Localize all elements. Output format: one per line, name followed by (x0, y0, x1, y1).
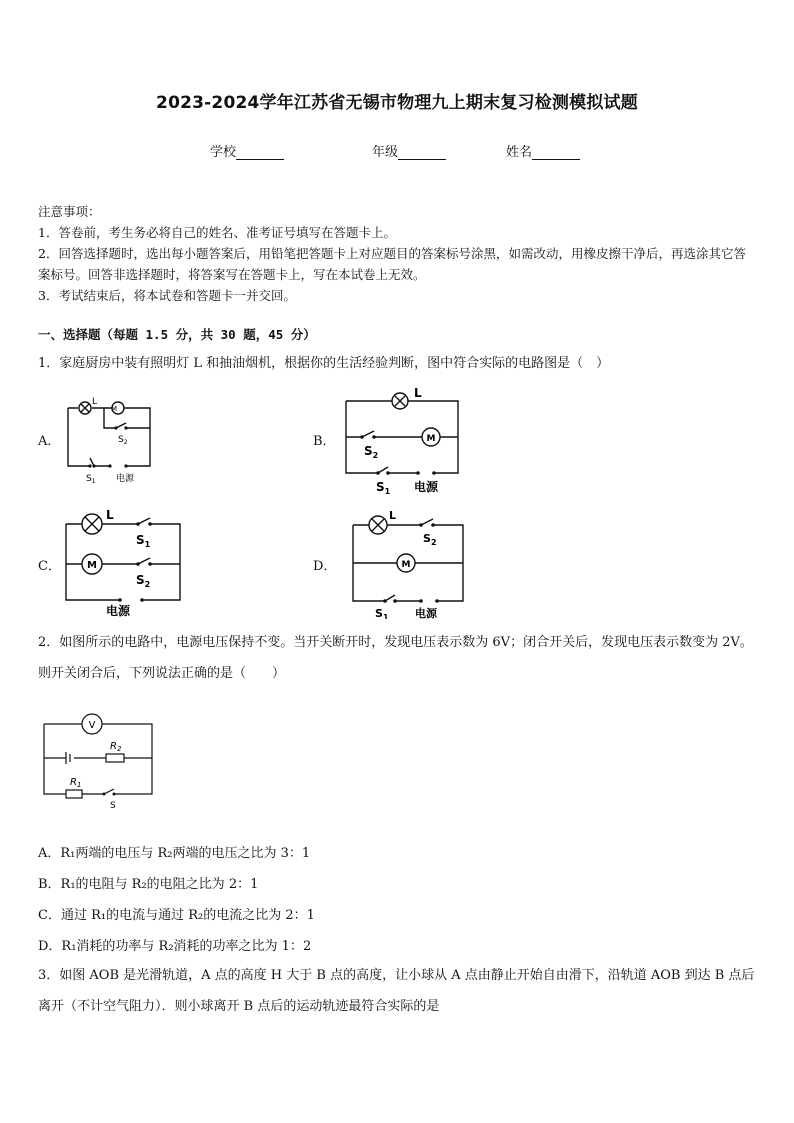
motor-label: M (426, 434, 436, 444)
motor-label: M (87, 560, 97, 571)
q2-option-c: C．通过 R₁的电流与通过 R₂的电流之比为 2：1 (38, 908, 315, 923)
s1-label: $S_1$ (86, 474, 96, 485)
power-label: 电源 (116, 474, 135, 484)
power-label: 电源 (414, 480, 439, 494)
question-1-stem: 1．家庭厨房中装有照明灯 L 和抽油烟机，根据你的生活经验判断，图中符合实际的电路图是（ ） (38, 356, 610, 371)
notice-block (38, 201, 758, 306)
motor-label: M (110, 405, 118, 413)
q1-option-d: D． (313, 559, 337, 574)
lamp-label: L (106, 508, 114, 522)
lamp-label: L (389, 509, 397, 522)
school-blank (236, 146, 284, 160)
school-label: 学校 (210, 145, 237, 160)
voltmeter-label: V (88, 720, 96, 731)
s1-label: $S_1$ (136, 533, 151, 549)
circuit-d (345, 507, 470, 619)
s2-label: $S_2$ (136, 573, 151, 589)
name-field (506, 141, 580, 160)
q1-option-b: B． (313, 434, 336, 449)
circuit-q2 (38, 706, 162, 812)
q1-option-c: C． (38, 559, 61, 574)
question-3-stem: 3．如图 AOB 是光滑轨道，A 点的高度 H 大于 B 点的高度，让小球从 A 点由静止开始自由滑下，沿轨道 AOB 到达 B 点后离开（不计空气阻力）．则小球离开 B 点后的运动轨迹最符合实际的是 (38, 968, 755, 1014)
s2-label: $S_2$ (423, 532, 437, 547)
lamp-label: L (414, 386, 422, 400)
s1-label: $S_1$ (376, 480, 391, 495)
q1-option-a: A． (38, 434, 61, 449)
circuit-a (60, 392, 160, 488)
grade-blank (398, 146, 446, 160)
r1-label: $R_1$ (70, 777, 82, 789)
grade-field (372, 141, 446, 160)
s1-label: $S_1$ (375, 607, 389, 619)
notice-item: 3．考试结束后，将本试卷和答题卡一并交回。 (38, 288, 296, 303)
s2-label: $S_2$ (118, 435, 128, 446)
power-label: 电源 (106, 604, 131, 618)
notice-item: 1．答卷前，考生务必将自己的姓名、准考证号填写在答题卡上。 (38, 225, 396, 240)
power-label: 电源 (415, 607, 437, 619)
notice-item: 2．回答选择题时，选出每小题答案后，用铅笔把答题卡上对应题目的答案标号涂黑，如需改动，用橡皮擦干净后，再选涂其它答案标号。回答非选择题时，将答案写在答题卡上，写在本试卷上无效。 (38, 246, 746, 282)
grade-label: 年级 (372, 145, 399, 160)
q2-option-b: B．R₁的电阻与 R₂的电阻之比为 2：1 (38, 877, 259, 892)
q2-option-a: A．R₁两端的电压与 R₂两端的电压之比为 3：1 (38, 846, 311, 861)
q2-option-d: D．R₁消耗的功率与 R₂消耗的功率之比为 1：2 (38, 939, 312, 954)
circuit-b (338, 383, 463, 495)
name-label: 姓名 (506, 145, 533, 160)
switch-label: S (110, 801, 116, 811)
page-title: 2023-2024学年江苏省无锡市物理九上期末复习检测模拟试题 (156, 93, 638, 113)
lamp-label: L (92, 397, 98, 407)
r2-label: $R_2$ (110, 741, 122, 753)
s2-label: $S_2$ (364, 444, 379, 460)
name-blank (532, 146, 580, 160)
question-2-stem: 2．如图所示的电路中，电源电压保持不变。当开关断开时，发现电压表示数为 6V；闭合开关后，发现电压表示数变为 2V。则开关闭合后，下列说法正确的是（ ） (38, 635, 753, 681)
motor-label: M (401, 560, 411, 570)
section-heading: 一、选择题（每题 1.5 分，共 30 题，45 分） (38, 327, 316, 342)
notice-heading: 注意事项： (38, 204, 101, 219)
circuit-c (58, 508, 188, 620)
school-field (210, 141, 284, 160)
